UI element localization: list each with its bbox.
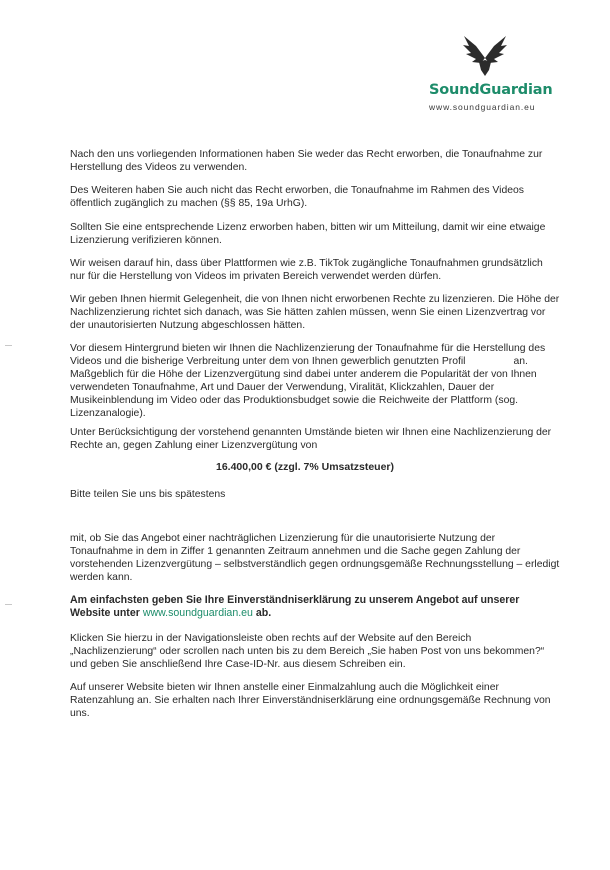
paragraph-text: Auf unserer Website bieten wir Ihnen anstelle einer Einmalzahlung auch die Möglichkeit einer Ratenzahlung an. Sie erhalten nach Ihrer Einverständniserklärung eine ordnungsgemäße Rechnung von uns. bbox=[70, 682, 551, 719]
paragraph-public-access bbox=[70, 184, 560, 210]
paragraph-text: Wir weisen darauf hin, dass über Plattformen wie z.B. TikTok zugängliche Tonaufnahmen grundsätzlich nur für die Herstellung von Videos im privaten Bereich verwendet werden dürfen. bbox=[70, 258, 543, 282]
brand-logo bbox=[424, 32, 574, 112]
winged-shield-icon bbox=[462, 36, 508, 76]
paragraph-text: Nach den uns vorliegenden Informationen haben Sie weder das Recht erworben, die Tonaufnahme zur Herstellung des Videos zu verwenden. bbox=[70, 149, 543, 173]
paragraph-text: Des Weiteren haben Sie auch nicht das Recht erworben, die Tonaufnahme im Rahmen des Videos öffentlich zugänglich zu machen (§§ 85, 19a UrhG). bbox=[70, 185, 524, 209]
paragraph-text: mit, ob Sie das Angebot einer nachträglichen Lizenzierung für die unautorisierte Nutzung der Tonaufnahme in dem in Ziffer 1 genannten Zeitraum annehmen und die Sache gegen Zahlung der vorstehenden Lizenzvergütung – selbstverständlich gegen ordnungsgemäße Rechnungsstellung – erledigt werden kann. bbox=[70, 533, 560, 583]
paragraph-text: Klicken Sie hierzu in der Navigationsleiste oben rechts auf der Website auf den Bereich „Nachlizenzierung“ oder scrollen nach unten bis zu dem Bereich „Sie haben Post von uns bekommen?“ und geben Sie anschließend Ihre Case-ID-Nr. aus diesem Schreiben ein. bbox=[70, 633, 545, 670]
paragraph-acceptance bbox=[70, 532, 560, 584]
paragraph-part: Am einfachsten geben Sie Ihre Einverständniserklärung zu unserem Angebot auf unserer Website unter bbox=[70, 594, 520, 619]
fold-mark bbox=[5, 345, 12, 346]
website-link[interactable]: www.soundguardian.eu bbox=[142, 607, 253, 619]
paragraph-part: an. Maßgeblich für die Höhe der Lizenzvergütung sind dabei unter anderem die Popularität der von Ihnen verwendeten Tonaufnahme, Art und Dauer der Verwendung, Viralität, Klickzahlen, Dauer der Musikeinblendung im Video oder das Produktionsbudget sowie die Reichweite der Plattform (sog. Lizenzanalogie). bbox=[70, 356, 537, 419]
paragraph-deadline bbox=[70, 488, 560, 501]
paragraph-license-basis bbox=[70, 342, 560, 420]
paragraph-part: ab. bbox=[255, 607, 272, 619]
paragraph-text: Bitte teilen Sie uns bis spätestens bbox=[70, 489, 226, 500]
paragraph-text: Sollten Sie eine entsprechende Lizenz erworben haben, bitten wir um Mitteilung, damit wir eine etwaige Lizenzierung verifizieren können. bbox=[70, 222, 546, 246]
paragraph-platform-notice bbox=[70, 257, 560, 283]
brand-name: SoundGuardian bbox=[429, 82, 553, 98]
paragraph-rights-not-acquired bbox=[70, 148, 560, 174]
paragraph-license-opportunity bbox=[70, 293, 560, 332]
license-amount: 16.400,00 € (zzgl. 7% Umsatzsteuer) bbox=[216, 461, 394, 473]
paragraph-text bbox=[70, 594, 560, 620]
paragraph-installments bbox=[70, 681, 560, 720]
paragraph-website-consent bbox=[70, 594, 560, 620]
paragraph-text: Unter Berücksichtigung der vorstehend genannten Umstände bieten wir Ihnen eine Nachlizenzierung der Rechte an, gegen Zahlung einer Lizenzvergütung von bbox=[70, 427, 552, 451]
paragraph-part: Vor diesem Hintergrund bieten wir Ihnen die Nachlizenzierung der Tonaufnahme für die Herstellung des Videos und die bisherige Verbreitung unter dem von Ihnen gewerblich genutzten Profil bbox=[70, 343, 546, 367]
paragraph-text bbox=[70, 342, 560, 420]
paragraph-license-verification bbox=[70, 221, 560, 247]
brand-url[interactable]: www.soundguardian.eu bbox=[429, 102, 536, 112]
paragraph-offer bbox=[70, 426, 560, 452]
paragraph-text: Wir geben Ihnen hiermit Gelegenheit, die von Ihnen nicht erworbenen Rechte zu lizenzieren. Die Höhe der Nachlizenzierung richtet sich danach, was Sie hätten zahlen müssen, wenn Sie einen Lizenzvertrag vor der unautorisierten Nutzung abgeschlossen hätten. bbox=[70, 294, 560, 331]
paragraph-navigation-instructions bbox=[70, 632, 560, 671]
fold-mark bbox=[5, 604, 12, 605]
